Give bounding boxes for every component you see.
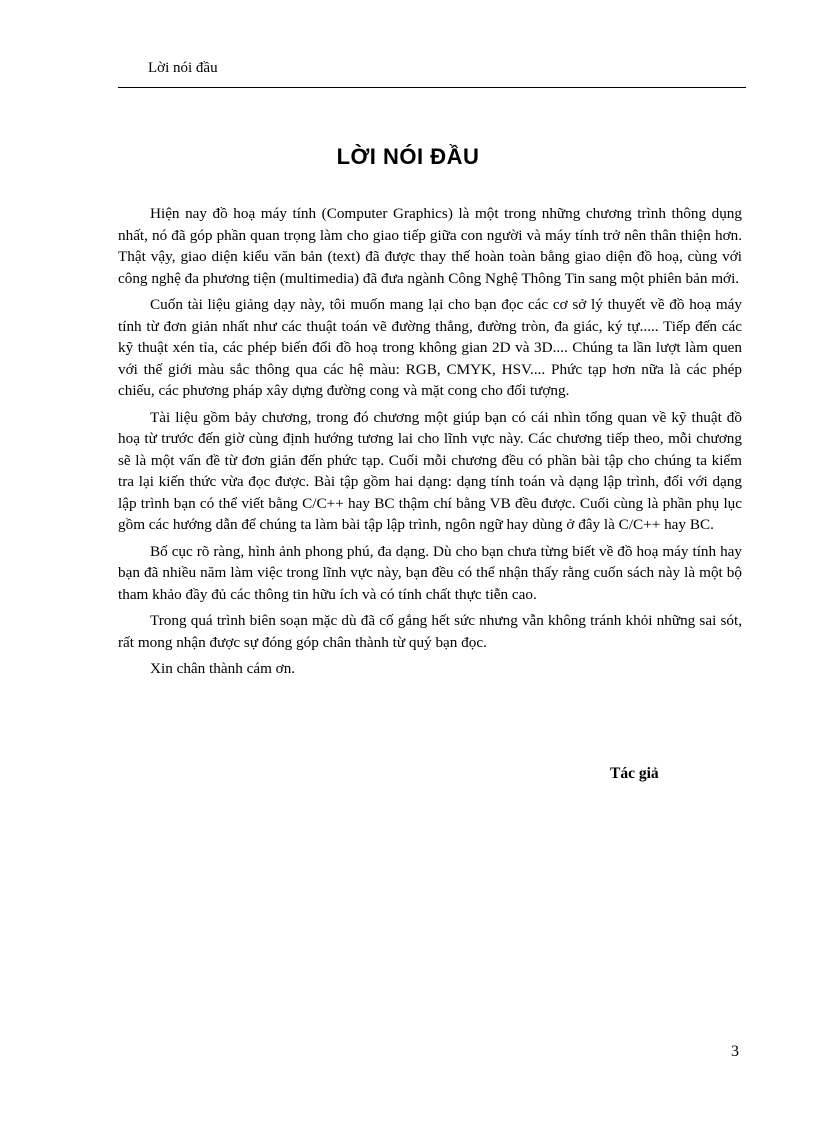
page-number: 3: [731, 1043, 739, 1060]
page-title: LỜI NÓI ĐẦU: [336, 144, 480, 169]
paragraph-4: Bố cục rõ ràng, hình ảnh phong phú, đa dạng. Dù cho bạn chưa từng biết về đồ hoạ máy tính hay bạn đã nhiều năm làm việc trong lĩnh vực này, bạn đều có thể nhận thấy rằng cuốn sách này là một bộ tham khảo đầy đủ các thông tin hữu ích và có tính chất thực tiễn cao.: [118, 542, 742, 603]
paragraph-1: Hiện nay đồ hoạ máy tính (Computer Graphics) là một trong những chương trình thông dụng nhất, nó đã góp phần quan trọng làm cho giao tiếp giữa con người và máy tính trở nên thân thiện hơn. Thật vậy, giao diện kiểu văn bản (text) đã được thay thế hoàn toàn bằng giao diện đồ hoạ, cùng với công nghệ đa phương tiện (multimedia) đã đưa ngành Công Nghệ Thông Tin sang một phiên bản mới.: [118, 205, 742, 287]
paragraph-6: Xin chân thành cám ơn.: [150, 660, 296, 677]
document-body: [118, 203, 742, 685]
header-divider: [118, 87, 746, 88]
paragraph-2: Cuốn tài liệu giảng dạy này, tôi muốn mang lại cho bạn đọc các cơ sở lý thuyết về đồ hoạ máy tính từ đơn giản nhất như các thuật toán vẽ đường thẳng, đường tròn, đa giác, ký tự..... Tiếp đến các kỹ thuật xén tỉa, các phép biến đổi đồ hoạ trong không gian 2D và 3D.... Chúng ta lần lượt làm quen với thế giới màu sắc thông qua các hệ màu: RGB, CMYK, HSV.... Phức tạp hơn nữa là các phép chiếu, các phương pháp xây dựng đường cong và mặt cong cho đối tượng.: [118, 296, 742, 399]
paragraph-3: Tài liệu gồm bảy chương, trong đó chương một giúp bạn có cái nhìn tổng quan về kỹ thuật đồ hoạ từ trước đến giờ cùng định hướng tương lai cho lĩnh vực này. Các chương tiếp theo, mỗi chương sẽ là một vấn đề từ đơn giản đến phức tạp. Cuối mỗi chương đều có phần bài tập cho chúng ta kiểm tra lại kiến thức vừa đọc được. Bài tập gồm hai dạng: dạng tính toán và dạng lập trình, đối với dạng lập trình bạn có thể viết bằng C/C++ hay BC thậm chí bằng VB đều được. Cuối cùng là phần phụ lục gồm các hướng dẫn để chúng ta làm bài tập lập trình, ngôn ngữ hay dùng ở đây là C/C++ hay BC.: [118, 408, 742, 533]
running-header: Lời nói đầu: [148, 60, 218, 76]
author-signature: Tác giả: [610, 765, 659, 782]
paragraph-5: Trong quá trình biên soạn mặc dù đã cố gắng hết sức nhưng vẫn không tránh khỏi những sai sót, rất mong nhận được sự đóng góp chân thành từ quý bạn đọc.: [118, 612, 742, 651]
